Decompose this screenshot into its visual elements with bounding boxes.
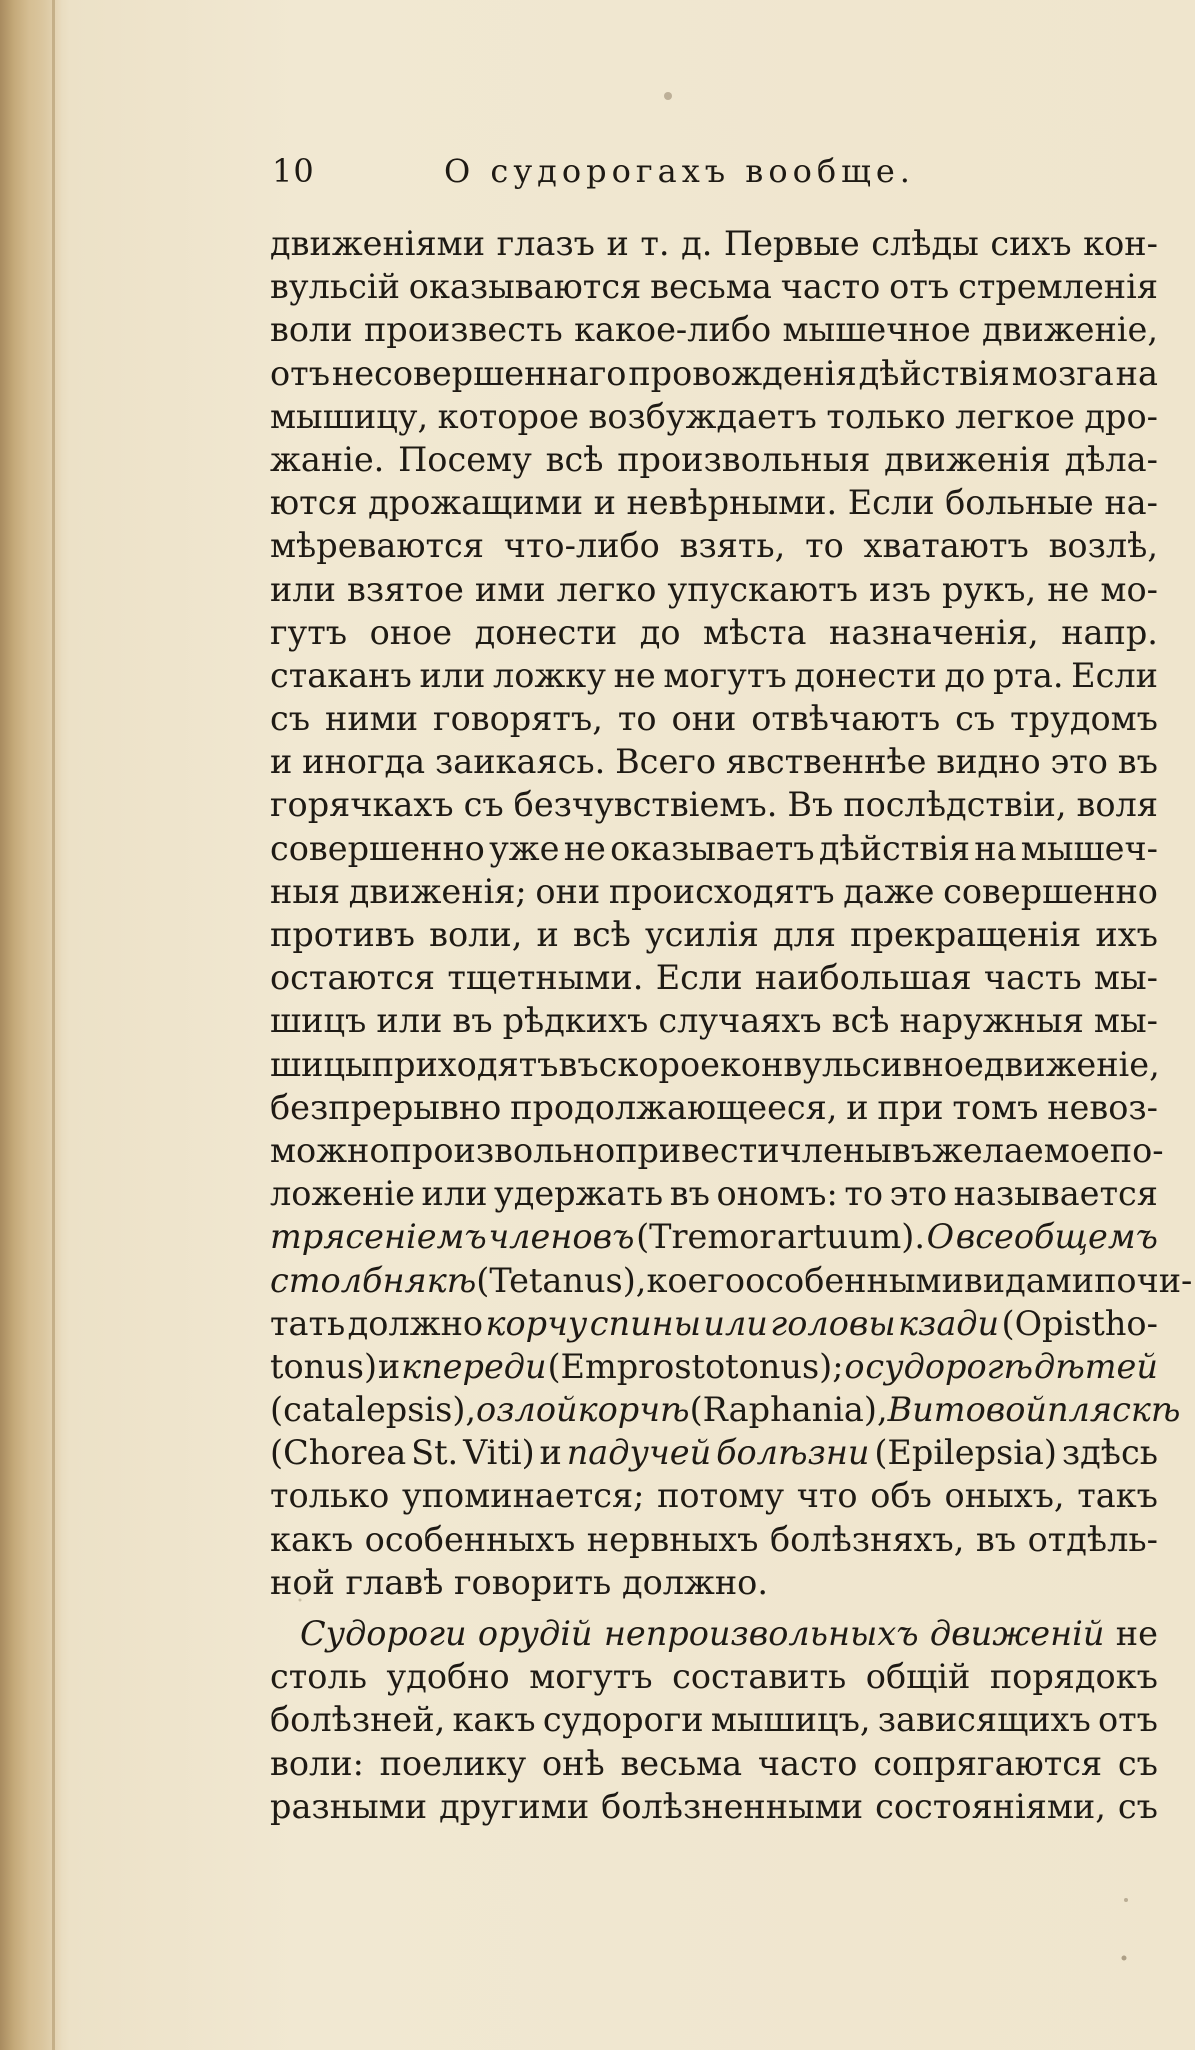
word: падучей xyxy=(566,1433,712,1473)
word: ложеніе xyxy=(270,1174,415,1214)
word: съ xyxy=(1117,1743,1158,1783)
word: о xyxy=(844,1346,865,1386)
text-line xyxy=(270,1302,1158,1345)
word: мы- xyxy=(1093,958,1158,998)
word: не xyxy=(1115,1614,1158,1653)
text-line xyxy=(270,913,1158,956)
word: движеніе, xyxy=(982,310,1158,350)
word: не xyxy=(613,655,656,695)
word: въ xyxy=(975,1519,1017,1559)
word: произвольныя xyxy=(617,439,871,479)
word: Витовой xyxy=(887,1390,1047,1430)
paragraph-gap xyxy=(270,1604,1158,1612)
word: потому xyxy=(657,1476,785,1516)
word: ономъ: xyxy=(716,1174,838,1214)
word: что-либо xyxy=(503,526,660,566)
word: и xyxy=(536,915,559,954)
word: (catalepsis), xyxy=(270,1390,477,1430)
word: какое-либо xyxy=(574,310,772,350)
word: часть xyxy=(983,958,1082,998)
word: послѣдствіи, xyxy=(843,785,1067,825)
text-line xyxy=(270,308,1158,351)
word: противъ xyxy=(270,915,415,954)
word: могутъ xyxy=(529,1657,653,1697)
word: больные xyxy=(945,483,1094,523)
text-line xyxy=(270,654,1158,697)
word: рта. xyxy=(992,655,1064,695)
word: Viti) xyxy=(463,1433,535,1473)
word: дѣтей xyxy=(1033,1346,1158,1386)
word: вульсій xyxy=(270,267,400,307)
word: мо- xyxy=(1100,569,1158,609)
word: произвольно xyxy=(389,1130,616,1170)
word: (Chorea xyxy=(270,1433,407,1473)
word: совершенно xyxy=(943,871,1158,911)
word: поелику xyxy=(379,1743,527,1783)
word: на xyxy=(1115,353,1158,393)
word: болѣзняхъ, xyxy=(769,1519,965,1559)
word: стремленія xyxy=(958,267,1158,307)
word: мѣста xyxy=(702,612,807,652)
word: съ xyxy=(270,699,311,739)
word: удержать xyxy=(494,1174,664,1214)
word: особенными xyxy=(745,1260,964,1300)
word: ложку xyxy=(493,655,606,695)
word: часто xyxy=(757,1743,858,1783)
word: Судороги xyxy=(300,1614,467,1653)
word: столь xyxy=(270,1657,367,1697)
word: или xyxy=(703,1303,768,1343)
word: ими xyxy=(474,569,546,609)
word: невоз- xyxy=(1047,1087,1158,1127)
word: злой xyxy=(496,1390,578,1430)
word: весьма xyxy=(650,267,772,307)
word: то xyxy=(805,526,844,566)
word: оныхъ, xyxy=(944,1476,1065,1516)
text-line xyxy=(270,1655,1158,1698)
word: головы xyxy=(770,1303,896,1343)
word: отдѣль- xyxy=(1027,1519,1158,1559)
text-line xyxy=(270,740,1158,783)
word: въ xyxy=(891,1130,932,1170)
word: всѣ xyxy=(572,915,631,954)
word: донести xyxy=(794,655,937,695)
word: мозга xyxy=(1011,353,1114,393)
word: они xyxy=(535,871,601,911)
word: дро- xyxy=(1084,396,1158,436)
word: и xyxy=(270,742,293,782)
word: глазъ xyxy=(496,224,595,263)
word: невѣрными. xyxy=(626,483,838,523)
word: удобно xyxy=(386,1657,510,1697)
word: назначенія, xyxy=(829,612,1039,652)
text-line-paragraph-start xyxy=(270,1612,1158,1655)
word: приходятъ xyxy=(371,1044,559,1084)
word: продолжающееся, xyxy=(510,1087,838,1127)
running-header xyxy=(272,148,992,200)
word: желаемое xyxy=(932,1130,1110,1170)
word: иногда xyxy=(302,742,426,782)
word: мышеч- xyxy=(1020,828,1158,868)
word: случаяхъ xyxy=(658,1001,822,1041)
text-line xyxy=(270,1345,1158,1388)
word: всѣ xyxy=(831,1001,890,1041)
word: орудій xyxy=(477,1614,593,1653)
word: слѣды xyxy=(871,224,979,263)
word: всеобщемъ xyxy=(955,1217,1158,1257)
text-line xyxy=(270,611,1158,654)
word: напр. xyxy=(1061,612,1158,652)
word: рѣдкихъ xyxy=(502,1001,649,1041)
word: въ xyxy=(558,1044,599,1084)
word: artuum). xyxy=(776,1217,926,1257)
word: можно xyxy=(270,1130,390,1170)
word: (Raphania), xyxy=(689,1390,888,1430)
word: даже xyxy=(843,871,935,911)
word: ныя xyxy=(270,871,341,911)
text-line xyxy=(270,1129,1164,1172)
word: Если xyxy=(847,483,935,523)
word: Если xyxy=(1071,655,1158,695)
word: особенныхъ xyxy=(364,1519,576,1559)
word: изъ xyxy=(869,569,931,609)
text-line xyxy=(270,1086,1158,1129)
word: судорогѣ xyxy=(865,1346,1034,1386)
word: рукъ, xyxy=(942,569,1037,609)
word: отвѣчаютъ xyxy=(751,699,941,739)
word: воли, xyxy=(429,915,523,954)
body-text xyxy=(270,222,1193,1828)
word: явственнѣе xyxy=(725,742,927,782)
text-line xyxy=(270,1698,1158,1741)
word: взятое xyxy=(347,569,464,609)
word: болѣзней, xyxy=(270,1700,446,1740)
word: говорятъ, xyxy=(433,699,603,739)
running-title: О судорогахъ вообще. xyxy=(444,152,915,190)
word: нервныхъ xyxy=(586,1519,759,1559)
text-line xyxy=(270,1742,1158,1785)
word: тать xyxy=(270,1303,346,1343)
text-line xyxy=(270,956,1158,999)
word: въ xyxy=(669,1174,710,1214)
word: дѣйствія xyxy=(858,353,1010,393)
word: движеній xyxy=(929,1614,1105,1653)
word: хватаютъ xyxy=(863,526,1029,566)
word: что xyxy=(796,1476,858,1516)
word: о xyxy=(476,1390,497,1430)
word: кон- xyxy=(1083,224,1158,263)
word: О xyxy=(926,1217,955,1257)
word: скорое xyxy=(598,1044,720,1084)
text-line xyxy=(270,568,1158,611)
word: коего xyxy=(646,1260,746,1300)
word: привести xyxy=(615,1130,780,1170)
word: упускаютъ xyxy=(667,569,858,609)
word: состояніями, xyxy=(875,1786,1106,1826)
word: и xyxy=(593,483,616,523)
text-line xyxy=(270,1259,1193,1302)
text-line xyxy=(270,1043,1158,1086)
word: (Epilepsia) xyxy=(874,1433,1057,1473)
word: Первые xyxy=(723,224,860,263)
text-line xyxy=(270,222,1158,265)
word: корчу xyxy=(485,1303,588,1343)
text-line-paragraph-end xyxy=(270,1561,1158,1604)
word: могутъ xyxy=(663,655,787,695)
word: происходятъ xyxy=(608,871,835,911)
word: то xyxy=(844,1174,884,1214)
word: (Emprostotonus); xyxy=(547,1346,844,1386)
word: прекращенія xyxy=(850,915,1082,954)
word: жаніе. xyxy=(270,439,385,479)
word: дѣйствія xyxy=(818,828,971,868)
text-line xyxy=(270,265,1158,308)
word: объ xyxy=(870,1476,932,1516)
word: движеніе, xyxy=(983,1044,1160,1084)
word: только xyxy=(826,396,946,436)
text-line xyxy=(270,438,1158,481)
word: отъ xyxy=(1097,1700,1158,1740)
word: пляскѣ xyxy=(1046,1390,1181,1430)
word: видами xyxy=(963,1260,1095,1300)
word: возбуждаетъ xyxy=(588,396,817,436)
word: непроизвольныхъ xyxy=(603,1614,919,1653)
word: заикаясь. xyxy=(434,742,606,782)
word: до xyxy=(944,655,986,695)
word: кпереди xyxy=(401,1346,547,1386)
word: наружныя xyxy=(899,1001,1084,1041)
word: или xyxy=(421,1174,488,1214)
word: для xyxy=(773,915,837,954)
word: конвульсивное xyxy=(719,1044,984,1084)
word: или xyxy=(270,569,336,609)
word: говорить xyxy=(454,1562,622,1602)
word: воля xyxy=(1076,785,1158,825)
word: съ xyxy=(955,699,996,739)
word: порядокъ xyxy=(989,1657,1158,1697)
word: называется xyxy=(953,1174,1158,1214)
word: мѣреваются xyxy=(270,526,484,566)
word: они xyxy=(671,699,737,739)
word: дѣла- xyxy=(1064,439,1158,479)
text-line xyxy=(270,481,1158,524)
word: мышицу, xyxy=(270,396,429,436)
word: въ xyxy=(1117,742,1158,782)
word: т. xyxy=(640,224,670,263)
word: трудомъ xyxy=(1010,699,1158,739)
word: весьма xyxy=(620,1743,743,1783)
word: и xyxy=(377,1346,401,1386)
word: зависящихъ xyxy=(877,1700,1091,1740)
word: или xyxy=(419,655,486,695)
word: болѣзненными xyxy=(601,1786,864,1826)
word: горячкахъ xyxy=(270,785,454,825)
word: разными xyxy=(270,1786,428,1826)
word: ются xyxy=(270,483,358,523)
word: Если xyxy=(655,958,743,998)
word: легко xyxy=(556,569,657,609)
word: почи- xyxy=(1094,1260,1193,1300)
word: и xyxy=(606,224,629,263)
word: донести xyxy=(474,612,618,652)
word: на- xyxy=(1104,483,1158,523)
word: всѣ xyxy=(545,439,604,479)
text-line xyxy=(270,1431,1158,1474)
word: другими xyxy=(439,1786,590,1826)
word: д. xyxy=(681,224,713,263)
word: мы- xyxy=(1093,1001,1158,1041)
word: Въ xyxy=(787,785,834,825)
word: Посему xyxy=(398,439,532,479)
word: мышечное xyxy=(782,310,971,350)
page-number: 10 xyxy=(272,152,315,190)
word: главѣ xyxy=(345,1562,454,1602)
word: tonus) xyxy=(270,1346,378,1386)
word: стаканъ xyxy=(270,655,412,695)
text-line xyxy=(270,697,1158,740)
text-line xyxy=(270,1388,1181,1431)
text-line xyxy=(270,999,1158,1042)
word: и xyxy=(539,1433,562,1473)
word: трясеніемъ xyxy=(270,1217,487,1257)
word: взять, xyxy=(679,526,786,566)
word: дрожащими xyxy=(368,483,584,523)
word: шицъ xyxy=(270,1001,367,1041)
word: столбнякѣ xyxy=(270,1260,477,1300)
word: St. xyxy=(411,1433,459,1473)
word: возлѣ, xyxy=(1048,526,1158,566)
word: сопрягаются xyxy=(873,1743,1103,1783)
word: движенія xyxy=(884,439,1051,479)
word: это xyxy=(1050,742,1108,782)
word: видно xyxy=(936,742,1041,782)
text-line xyxy=(270,827,1158,870)
word: Всего xyxy=(615,742,716,782)
word: то xyxy=(617,699,657,739)
word: не xyxy=(1047,569,1090,609)
word: тщетными. xyxy=(447,958,644,998)
word: съ xyxy=(463,785,504,825)
word: составить xyxy=(672,1657,847,1697)
word: остаются xyxy=(270,958,436,998)
text-line xyxy=(270,1785,1158,1828)
word: безпрерывно xyxy=(270,1087,502,1127)
word: и xyxy=(846,1087,869,1127)
word: сихъ xyxy=(990,224,1072,263)
word: несовершеннаго xyxy=(331,353,627,393)
word: отъ xyxy=(270,353,331,393)
text-line xyxy=(270,1474,1158,1517)
text-line xyxy=(270,395,1158,438)
text-line xyxy=(270,870,1158,913)
text-line xyxy=(270,524,1158,567)
word: по- xyxy=(1109,1130,1164,1170)
word: движенія; xyxy=(348,871,527,911)
word: не xyxy=(563,828,606,868)
word: съ xyxy=(1117,1786,1158,1826)
text-line xyxy=(270,352,1158,395)
word: оное xyxy=(369,612,453,652)
word: онѣ xyxy=(542,1743,605,1783)
word: шицы xyxy=(270,1044,372,1084)
word: совершенно xyxy=(270,828,485,868)
word: какъ xyxy=(452,1700,536,1740)
word: членовъ xyxy=(488,1217,635,1257)
text-line xyxy=(270,1215,1158,1258)
word: или xyxy=(376,1001,443,1041)
word: ихъ xyxy=(1095,915,1158,954)
word: въ xyxy=(452,1001,493,1041)
word: такъ xyxy=(1077,1476,1158,1516)
word: болѣзни xyxy=(716,1433,870,1473)
word: гутъ xyxy=(270,612,348,652)
word: до xyxy=(639,612,681,652)
word: произвесть xyxy=(363,310,563,350)
word: должно xyxy=(347,1303,484,1343)
word: судороги xyxy=(542,1700,704,1740)
word: отъ xyxy=(889,267,950,307)
word: здѣсь xyxy=(1061,1433,1158,1473)
word: оказываются xyxy=(408,267,642,307)
text-line xyxy=(270,783,1158,826)
word: оказываетъ xyxy=(610,828,815,868)
word: какъ xyxy=(270,1519,354,1559)
word: (Tremor xyxy=(636,1217,776,1257)
word: безчувствіемъ. xyxy=(513,785,778,825)
word: легкое xyxy=(955,396,1075,436)
word: движеніями xyxy=(270,224,486,263)
word: должно. xyxy=(621,1562,768,1602)
word: корчѣ xyxy=(577,1390,690,1430)
page-fold-line xyxy=(52,0,55,2050)
word: (Tetanus), xyxy=(476,1260,647,1300)
word: воли: xyxy=(270,1743,364,1783)
word: усилія xyxy=(644,915,759,954)
word: только xyxy=(270,1476,390,1516)
word: члены xyxy=(779,1130,892,1170)
word: наибольшая xyxy=(754,958,972,998)
word: (Opistho- xyxy=(1001,1303,1158,1343)
word: это xyxy=(889,1174,948,1214)
text-line xyxy=(270,1172,1158,1215)
word: спины xyxy=(589,1303,701,1343)
word: кзади xyxy=(898,1303,1000,1343)
word: на xyxy=(974,828,1017,868)
word: при xyxy=(877,1087,944,1127)
word: часто xyxy=(780,267,881,307)
word: общій xyxy=(865,1657,971,1697)
word: томъ xyxy=(952,1087,1039,1127)
word: упоминается; xyxy=(401,1476,645,1516)
word: уже xyxy=(489,828,560,868)
word: воли xyxy=(270,310,353,350)
word: мышицъ, xyxy=(710,1700,871,1740)
word: ними xyxy=(325,699,419,739)
word: которое xyxy=(437,396,579,436)
text-line xyxy=(270,1518,1158,1561)
word: ной xyxy=(270,1562,346,1602)
word: провожденія xyxy=(628,353,857,393)
